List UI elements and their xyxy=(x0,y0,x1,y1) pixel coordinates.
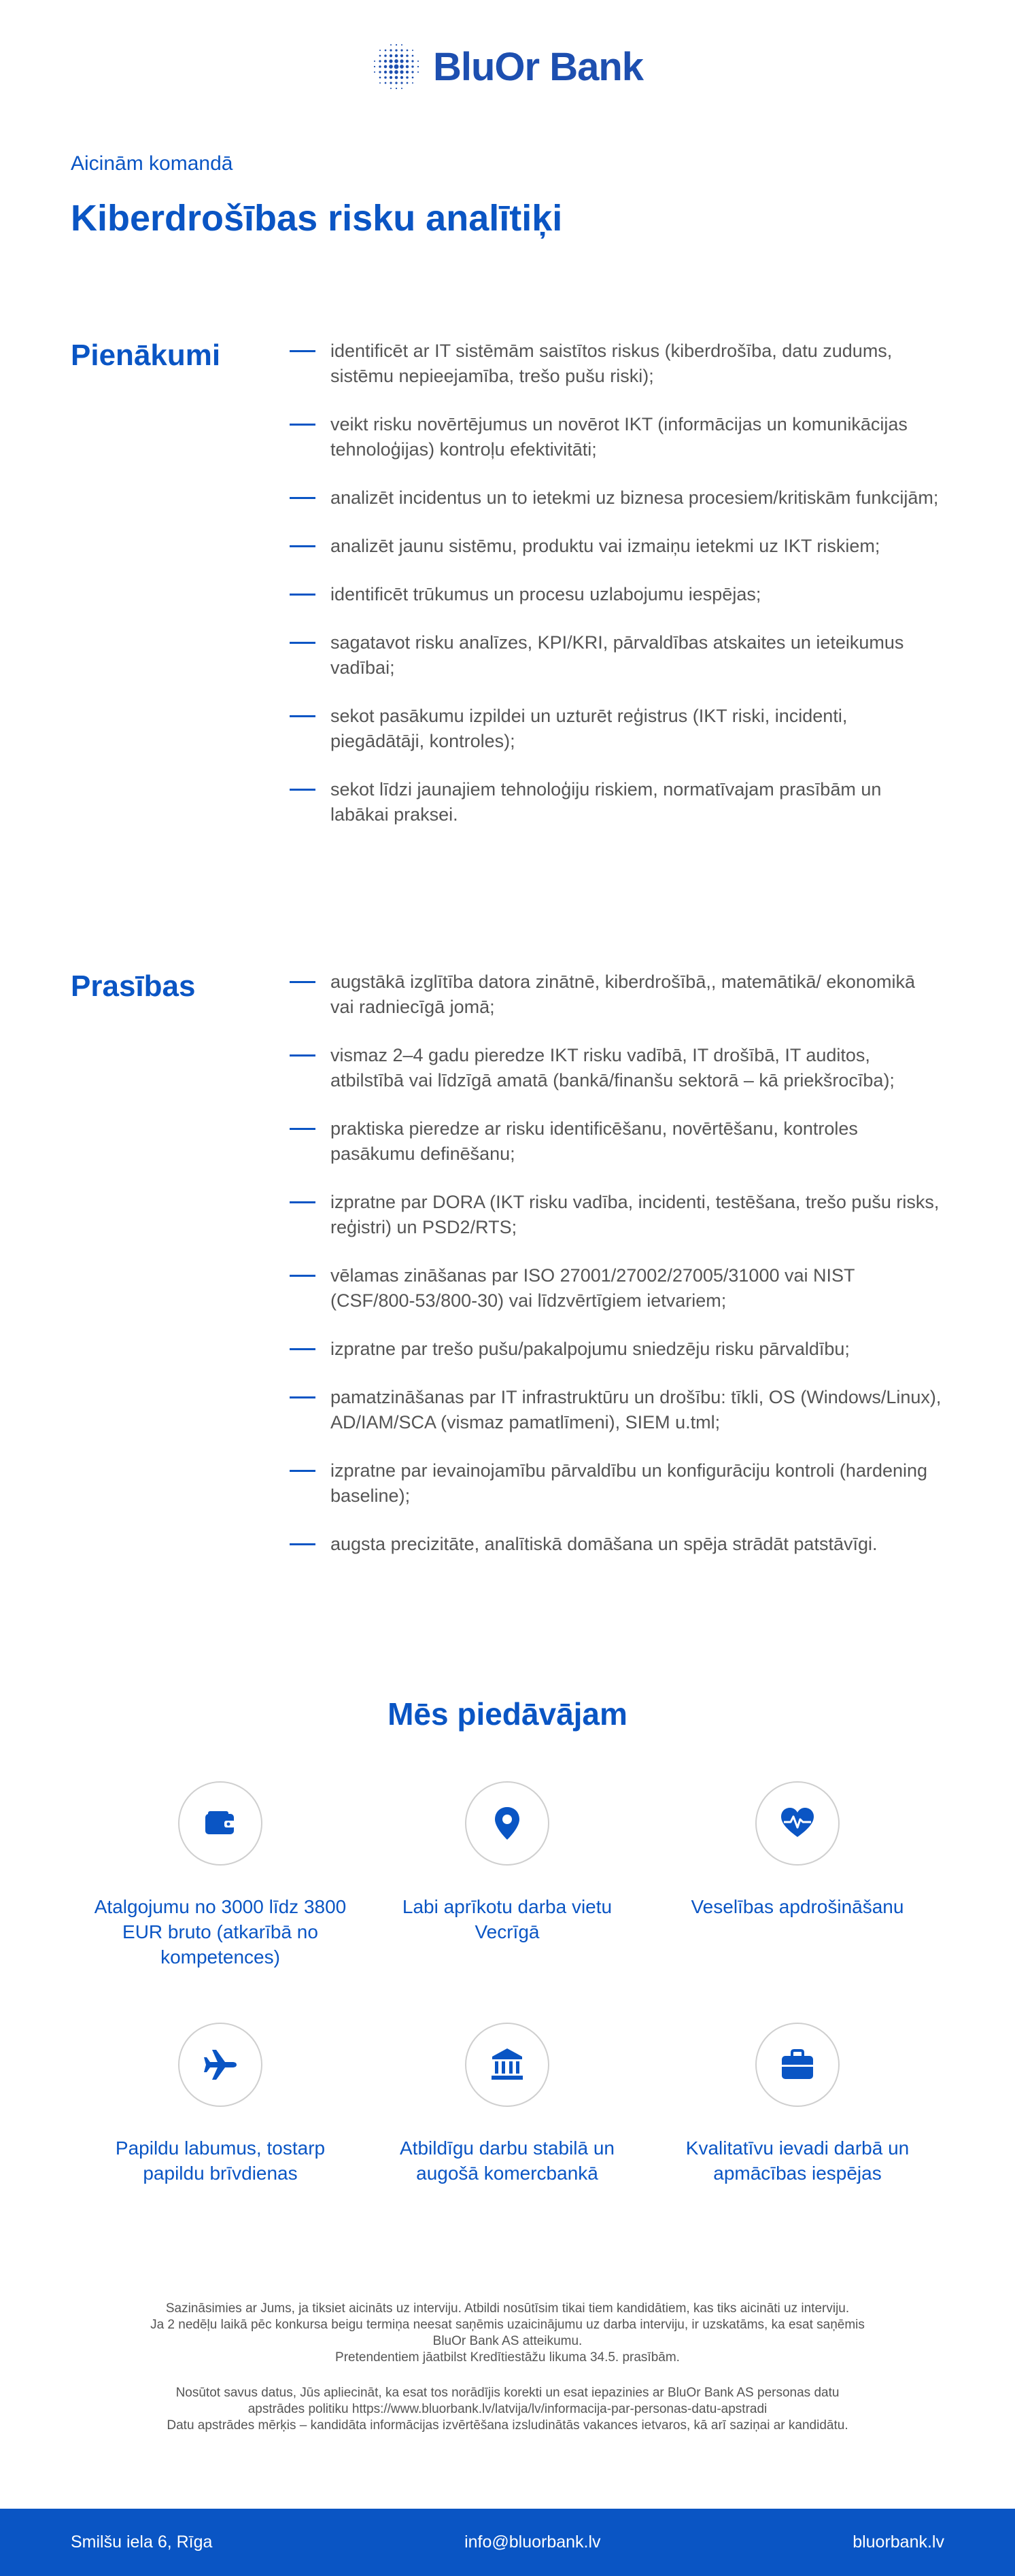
benefit-card xyxy=(91,1781,349,1970)
dash-bullet-icon xyxy=(290,1201,315,1203)
duties-list xyxy=(290,339,942,851)
privacy-notice xyxy=(0,2385,1015,2434)
list-item xyxy=(290,1190,942,1240)
list-item-text: veikt risku novērtējumus un novērot IKT (informācijas un komunikācijas tehnoloģijas) kontroļu efektivitāti; xyxy=(330,414,908,460)
list-item xyxy=(290,777,942,827)
list-item xyxy=(290,1263,942,1313)
heart-pulse-icon xyxy=(778,1804,816,1842)
fineprint-line: Pretendentiem jāatbilst Kredītiestāžu likuma 34.5. prasībām. xyxy=(335,2350,680,2365)
benefit-icon-circle xyxy=(178,1781,262,1866)
dash-bullet-icon xyxy=(290,497,315,499)
fineprint-line: BluOr Bank AS atteikumu. xyxy=(432,2334,583,2348)
airplane-icon xyxy=(201,2046,239,2084)
bank-building-icon xyxy=(488,2046,526,2084)
dash-bullet-icon xyxy=(290,1275,315,1277)
dash-bullet-icon xyxy=(290,1054,315,1057)
list-item xyxy=(290,534,942,559)
benefit-card xyxy=(668,2023,927,2186)
dash-bullet-icon xyxy=(290,1396,315,1398)
requirements-list xyxy=(290,969,942,1580)
benefit-icon-circle xyxy=(755,1781,840,1866)
list-item-text: analizēt jaunu sistēmu, produktu vai izmaiņu ietekmi uz IKT riskiem; xyxy=(330,536,880,556)
list-item-text: sekot pasākumu izpildei un uzturēt reģistrus (IKT riski, incidenti, piegādātāji, kontroles); xyxy=(330,706,848,751)
dotted-sphere-icon xyxy=(372,42,421,91)
benefit-card xyxy=(91,2023,349,2186)
benefit-label: Kvalitatīvu ievadi darbā un apmācības iespējas xyxy=(685,2137,910,2184)
dash-bullet-icon xyxy=(290,1348,315,1350)
list-item-text: augstākā izglītība datora zinātnē, kiberdrošībā,, matemātikā/ ekonomikā vai radniecīgā jomā; xyxy=(330,972,915,1017)
list-item-text: vēlamas zināšanas par ISO 27001/27002/27005/31000 vai NIST (CSF/800-53/800-30) vai līdzvērtīgiem ietvariem; xyxy=(330,1265,855,1311)
list-item xyxy=(290,1458,942,1509)
list-item xyxy=(290,1385,942,1435)
list-item-text: analizēt incidentus un to ietekmi uz biznesa procesiem/kritiskām funkcijām; xyxy=(330,487,939,508)
list-item-text: pamatzināšanas par IT infrastruktūru un drošību: tīkli, OS (Windows/Linux), AD/IAM/SCA (vismaz pamatlīmeni), SIEM u.tml; xyxy=(330,1387,942,1432)
footer-email-link[interactable]: info@bluorbank.lv xyxy=(464,2532,601,2552)
list-item-text: vismaz 2–4 gadu pieredze IKT risku vadībā, IT drošībā, IT auditos, atbilstībā vai līdzīgā amatā (bankā/finanšu sektorā – kā priekšrocība); xyxy=(330,1045,895,1090)
list-item-text: praktiska pieredze ar risku identificēšanu, novērtēšanu, kontroles pasākumu definēšanu; xyxy=(330,1118,858,1164)
duties-heading: Pienākumi xyxy=(71,339,221,372)
dash-bullet-icon xyxy=(290,1543,315,1545)
benefit-label: Atbildīgu darbu stabilā un augošā komercbankā xyxy=(400,2137,615,2184)
footer-website-link[interactable]: bluorbank.lv xyxy=(853,2532,944,2552)
page-title: Kiberdrošības risku analītiķi xyxy=(71,198,563,239)
dash-bullet-icon xyxy=(290,715,315,717)
benefit-label: Atalgojumu no 3000 līdz 3800 EUR bruto (atkarībā no kompetences) xyxy=(94,1896,347,1968)
benefit-card xyxy=(378,2023,636,2186)
list-item xyxy=(290,339,942,389)
list-item-text: izpratne par ievainojamību pārvaldību un konfigurāciju kontroli (hardening baseline); xyxy=(330,1460,928,1506)
list-item-text: augsta precizitāte, analītiskā domāšana un spēja strādāt patstāvīgi. xyxy=(330,1534,878,1554)
benefit-icon-circle xyxy=(465,2023,549,2107)
benefit-label: Labi aprīkotu darba vietu Vecrīgā xyxy=(402,1896,613,1942)
list-item xyxy=(290,485,942,511)
list-item xyxy=(290,1532,942,1557)
benefit-label: Papildu labumus, tostarp papildu brīvdienas xyxy=(115,2137,326,2184)
brand-logo xyxy=(0,42,1015,91)
contact-notice xyxy=(0,2301,1015,2366)
wallet-icon xyxy=(201,1804,239,1842)
dash-bullet-icon xyxy=(290,594,315,596)
list-item-text: identificēt trūkumus un procesu uzlabojumu iespējas; xyxy=(330,584,761,604)
dash-bullet-icon xyxy=(290,1470,315,1472)
list-item xyxy=(290,412,942,462)
benefit-card xyxy=(668,1781,927,1919)
dash-bullet-icon xyxy=(290,1128,315,1130)
eyebrow-text: Aicinām komandā xyxy=(71,152,233,175)
benefit-icon-circle xyxy=(755,2023,840,2107)
dash-bullet-icon xyxy=(290,642,315,644)
dash-bullet-icon xyxy=(290,350,315,352)
list-item xyxy=(290,1337,942,1362)
dash-bullet-icon xyxy=(290,545,315,547)
benefit-icon-circle xyxy=(465,1781,549,1866)
list-item xyxy=(290,630,942,681)
benefit-label: Veselības apdrošināšanu xyxy=(691,1896,904,1917)
list-item-text: sekot līdzi jaunajiem tehnoloģiju riskiem, normatīvajam prasībām un labākai praksei. xyxy=(330,779,882,825)
dash-bullet-icon xyxy=(290,424,315,426)
offer-heading: Mēs piedāvājam xyxy=(388,1696,627,1732)
requirements-heading: Prasības xyxy=(71,969,196,1003)
footer xyxy=(0,2509,1015,2576)
fineprint-line: apstrādes politiku https://www.bluorbank.lv/latvija/lv/informacija-par-personas-datu-apstradi xyxy=(247,2402,768,2416)
briefcase-icon xyxy=(778,2046,816,2084)
fineprint-line: Ja 2 nedēļu laikā pēc konkursa beigu termiņa neesat saņēmis uzaicinājumu uz darba interviju, ir uzskatāms, ka esat saņēmis xyxy=(150,2318,865,2332)
list-item-text: izpratne par DORA (IKT risku vadība, incidenti, testēšana, trešo pušu risks, reģistri) un PSD2/RTS; xyxy=(330,1192,940,1237)
dash-bullet-icon xyxy=(290,789,315,791)
fineprint-line: Sazināsimies ar Jums, ja tiksiet aicināts uz interviju. Atbildi nosūtīsim tikai tiem kandidātiem, kas tiks aicināti uz interviju. xyxy=(165,2301,850,2316)
fineprint-line: Nosūtot savus datus, Jūs apliecināt, ka esat tos norādījis korekti un esat iepazinies ar BluOr Bank AS personas datu xyxy=(175,2386,840,2400)
list-item-text: sagatavot risku analīzes, KPI/KRI, pārvaldības atskaites un ieteikumus vadībai; xyxy=(330,632,904,678)
list-item-text: izpratne par trešo pušu/pakalpojumu sniedzēju risku pārvaldību; xyxy=(330,1339,850,1359)
brand-name: BluOr Bank xyxy=(432,44,644,89)
list-item xyxy=(290,1043,942,1093)
benefit-card xyxy=(378,1781,636,1944)
list-item xyxy=(290,582,942,607)
fineprint-line: Datu apstrādes mērķis – kandidāta informācijas izvērtēšana izsludinātās vakances ietvaros, kā arī saziņai ar kandidātu. xyxy=(167,2418,848,2433)
benefit-icon-circle xyxy=(178,2023,262,2107)
footer-address: Smilšu iela 6, Rīga xyxy=(71,2532,213,2552)
list-item xyxy=(290,1116,942,1167)
location-pin-icon xyxy=(488,1804,526,1842)
dash-bullet-icon xyxy=(290,981,315,983)
list-item-text: identificēt ar IT sistēmām saistītos riskus (kiberdrošība, datu zudums, sistēmu nepieejamība, trešo pušu riski); xyxy=(330,341,893,386)
list-item xyxy=(290,969,942,1020)
list-item xyxy=(290,704,942,754)
